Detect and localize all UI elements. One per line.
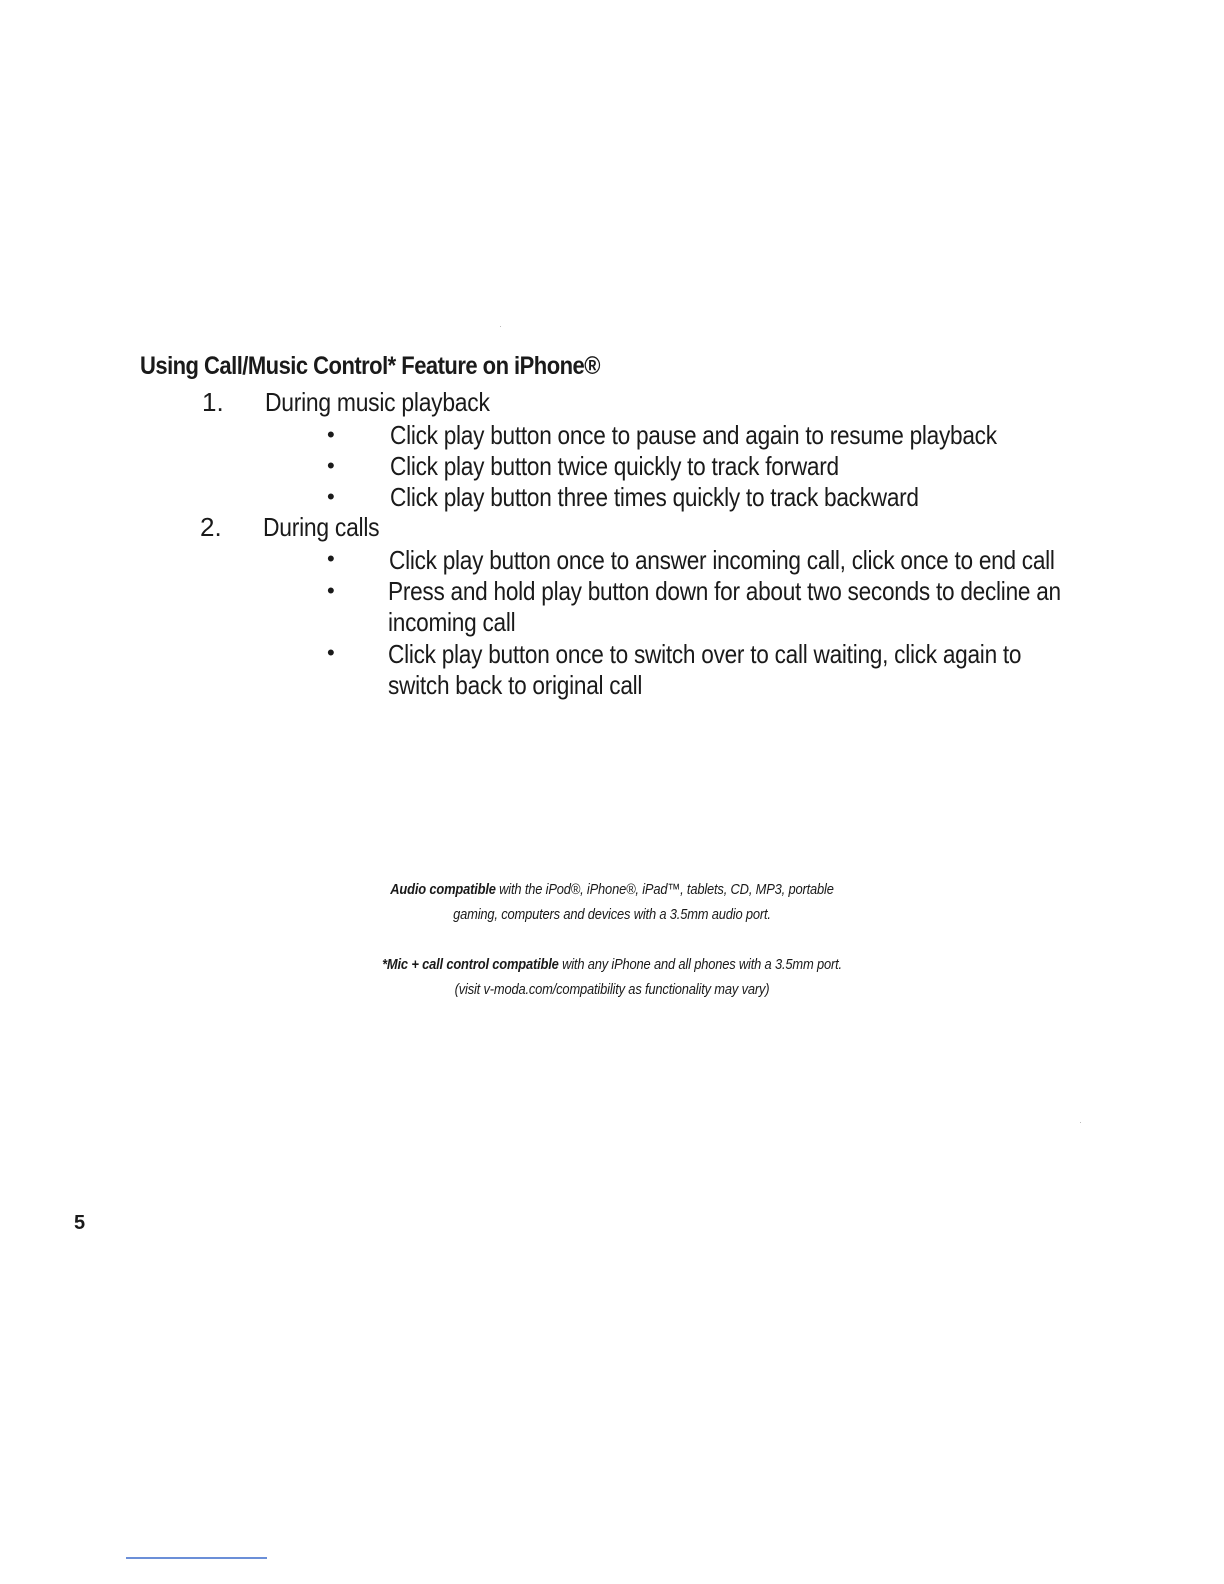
bullet-icon: • [327,578,335,603]
list-number-1: 1. [202,387,224,417]
scan-speck [500,326,501,327]
list-title-calls: During calls [263,512,380,542]
list-title-music-playback: During music playback [265,387,490,417]
list-item [388,639,1021,701]
list-item-line: switch back to original call [388,670,643,700]
footnote-audio-bold: Audio compatible [390,881,496,898]
bullet-icon: • [327,640,335,665]
list-item-line: Click play button once to switch over to call waiting, click again to [388,639,1022,669]
list-item [390,420,997,451]
footnote-audio-line-1 [86,881,1139,898]
bottom-divider [126,1557,267,1559]
list-item-line: incoming call [388,607,516,637]
list-number-2: 2. [200,512,222,542]
list-item-line: Press and hold play button down for about two seconds to decline an [388,576,1061,606]
bullet-icon: • [327,453,335,478]
footnote-mic-line-1 [86,956,1139,973]
list-item-line: Click play button once to answer incoming call, click once to end call [389,545,1055,575]
page-number: 5 [74,1212,86,1234]
footnote-mic-line-2: (visit v-moda.com/compatibility as functionality may vary) [454,981,770,998]
bullet-icon: • [327,422,335,447]
footnote-audio-text: with the iPod®, iPhone®, iPad™, tablets, CD, MP3, portable [495,881,834,898]
footnote-mic-text: with any iPhone and all phones with a 3.5mm port. [558,956,842,973]
list-item [389,545,1055,576]
footnote-mic-bold: *Mic + call control compatible [382,956,559,973]
bullet-icon: • [327,546,335,571]
section-heading: Using Call/Music Control* Feature on iPhone® [140,352,600,380]
list-item-line: Click play button once to pause and again to resume playback [390,420,997,450]
list-item [388,576,1061,638]
bullet-icon: • [327,484,335,509]
footnote-audio-line-2: gaming, computers and devices with a 3.5mm audio port. [453,906,771,923]
list-item [390,482,919,513]
list-item [390,451,839,482]
scan-speck [1080,1122,1081,1123]
list-item-line: Click play button twice quickly to track forward [390,451,839,481]
list-item-line: Click play button three times quickly to track backward [390,482,919,512]
